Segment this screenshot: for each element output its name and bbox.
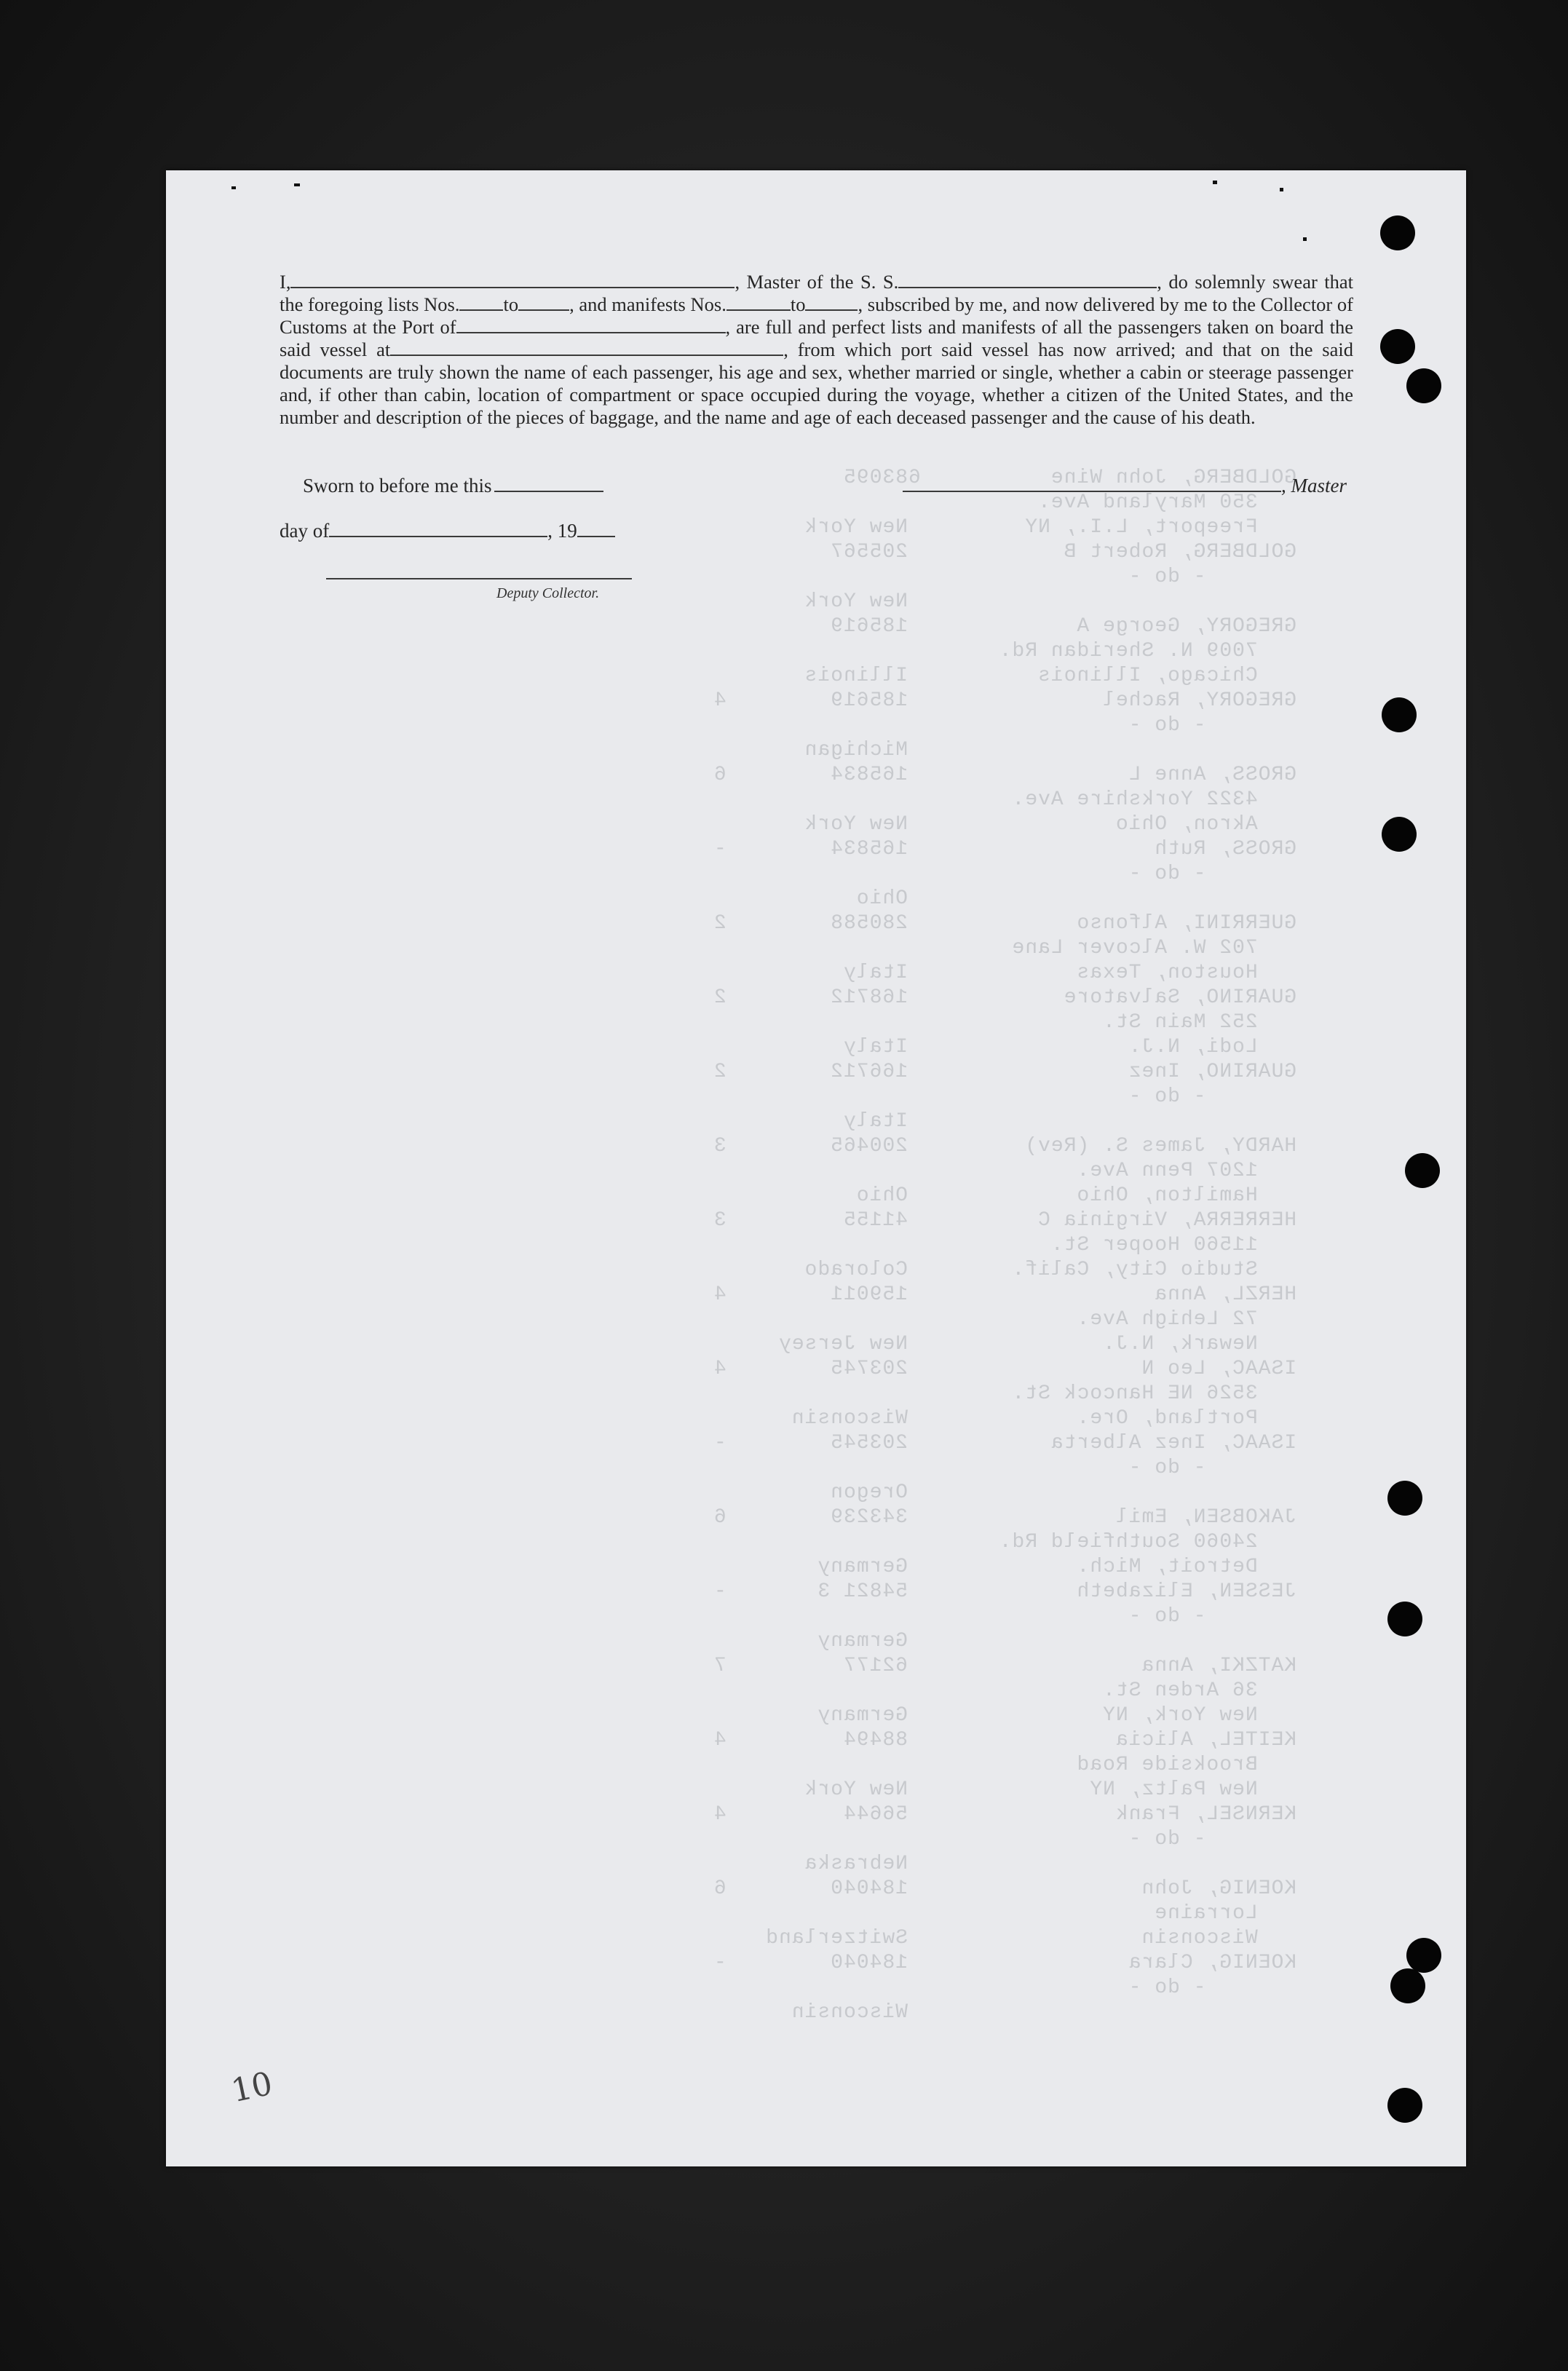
port-blank — [456, 316, 726, 333]
day-of-line — [280, 520, 615, 542]
punch-hole — [1406, 1938, 1441, 1973]
deputy-collector-signature-line — [326, 578, 632, 579]
punch-hole — [1390, 1968, 1425, 2003]
vessel-name-blank — [898, 271, 1157, 288]
punch-hole — [1405, 1153, 1440, 1188]
master-label: , Master — [1281, 475, 1347, 496]
oath-paragraph — [280, 271, 1353, 429]
scan-speck — [1213, 181, 1217, 184]
oath-text-7: , subscribed by me, and now delivered by me to the Collector of Customs at the Port of — [280, 293, 1353, 338]
master-signature-line — [903, 475, 1347, 497]
oath-text-6: to — [790, 293, 806, 315]
sworn-date-blank — [494, 475, 603, 492]
month-blank — [329, 520, 547, 537]
manifest-to-blank — [805, 293, 858, 311]
oath-text-3: , do solemnly swear that the foregoing lists Nos. — [280, 271, 1353, 315]
oath-text-1: I, — [280, 271, 291, 293]
punch-hole — [1387, 2088, 1422, 2123]
oath-text-9: , from which port said vessel has now arrived; and that on the said documents are truly shown the name of each passenger, his age and sex, whether married or single, whether a cabin or steerage passenger and, if other than cabin, location of compartment or space occupied during the voyage, whether a citizen of the United States, and the number and description of the pieces of baggage, and the name and age of each deceased passenger and the cause of his death. — [280, 339, 1353, 428]
master-name-blank — [290, 271, 734, 288]
handwritten-margin-note: 10 — [228, 2065, 276, 2110]
punch-hole — [1380, 215, 1415, 250]
day-of-label: day of — [280, 520, 330, 542]
punch-hole — [1387, 1602, 1422, 1636]
year-prefix: , 19 — [547, 520, 577, 542]
oath-text-8: , are full and perfect lists and manifests of all the passengers taken on board the said vessel at — [280, 316, 1353, 360]
oath-text-2: , Master of the S. S. — [734, 271, 899, 293]
scan-speck — [294, 183, 300, 186]
scan-speck — [1280, 188, 1283, 191]
bleed-through-text: GOLDBERG, John Wine 683095 350 Maryland Ave. Freeport, L.I., NY New York GOLDBERG, Robert B 205567 - do - New York GREGORY, George A 185619 7009 N. Sheridan Rd. Chicago, Illinois Illinois GREGORY, Rachel 185619 4 - do - Michigan GROSS, Anne L 165834 6 4322 Yorkshire Ave. Akron, Ohio New York GROSS, Ruth 165834 - - do - Ohio GUERRINI, Alfonso 280588 2 702 W. Alcover Lane Houston, Texas Italy GUARINO, Salvatore 168712 2 252 Main St. Lodi, N.J. Italy GUARINO, Inez 166712 2 - do - Italy HARDY, James S. (Rev) 200465 3 1207 Penn Ave. Hamilton, Ohio Ohio HERRERRA, Virginia C 41155 3 11560 Hooper St. Studio City, Calif. Colorado HERZL, Anna 159011 4 72 Lehigh Ave. Newark, N.J. New Jersey ISAAC, Leo N 203745 4 3526 NE Hancock St. Portland, Ore. Wisconsin ISAAC, Inez Alberta 203545 - - do - Oregon JAKOBSEN, Emil 343239 6 24060 Southfield Rd. Detroit, Mich. Germany JESSEN, Elizabeth 54821 3 - - do - Germany KATZKI, Anna 62177 7 36 Arden St. New York, NY Germany KEITEL, Alicia 88494 4 Brookside Road New Paltz, NY New York KERNSEL, Frank 56644 4 - do - Nebraska KOENIG, John 184040 6 Lorraine Wisconsin Switzerland KOENIG, Clara 184040 - - do - Wisconsin — [713, 467, 1297, 2024]
manifest-from-blank — [726, 293, 791, 311]
year-blank — [577, 520, 615, 537]
master-signature-blank — [903, 475, 1281, 492]
scan-speck — [1303, 237, 1307, 241]
oath-text-5: , and manifests Nos. — [569, 293, 726, 315]
punch-hole — [1406, 368, 1441, 403]
sworn-line — [303, 475, 603, 497]
deputy-collector-label: Deputy Collector. — [496, 585, 600, 601]
punch-hole — [1382, 817, 1417, 852]
list-from-blank — [459, 293, 503, 311]
oath-text-4: to — [503, 293, 519, 315]
list-to-blank — [518, 293, 569, 311]
punch-hole — [1387, 1481, 1422, 1516]
scan-speck — [231, 186, 236, 189]
sworn-label: Sworn to before me this — [303, 475, 492, 496]
departure-port-blank — [390, 339, 783, 356]
punch-hole — [1380, 329, 1415, 364]
punch-hole — [1382, 697, 1417, 732]
